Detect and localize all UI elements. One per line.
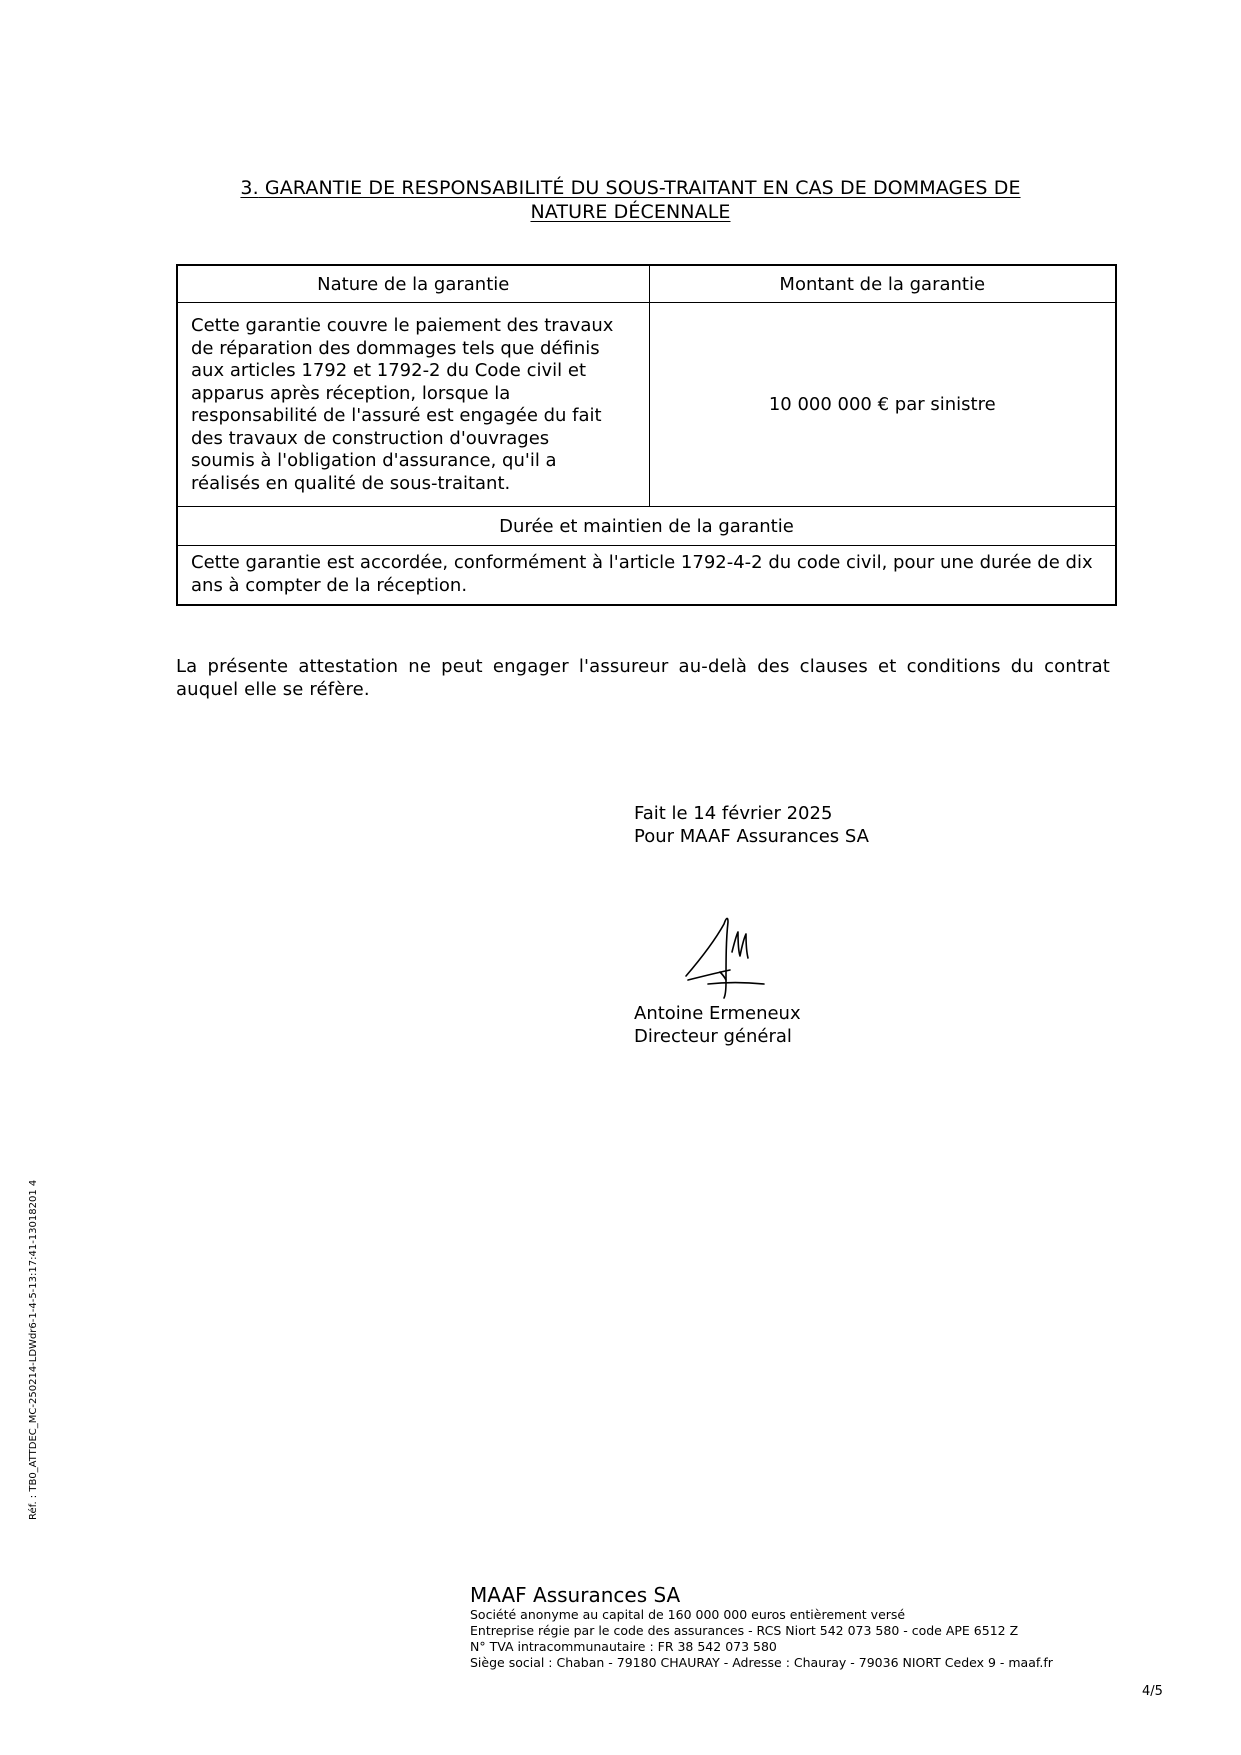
description-line: apparus après réception, lorsque la [191, 382, 511, 404]
guarantee-description [177, 303, 649, 507]
signature-stroke [732, 932, 748, 958]
section-title-text: GARANTIE DE RESPONSABILITÉ DU SOUS-TRAITANT EN CAS DE DOMMAGES DE [258, 177, 1021, 199]
signature-stroke [708, 983, 764, 985]
signature-stroke [720, 972, 726, 980]
description-line: soumis à l'obligation d'assurance, qu'il a [191, 450, 557, 471]
footer-line: Siège social : Chaban - 79180 CHAURAY - Adresse : Chauray - 79036 NIORT Cedex 9 - maaf.fr [470, 1655, 1053, 1670]
description-line: responsabilité de l'assuré est engagée du fait [191, 405, 602, 426]
duration-row [177, 546, 1116, 606]
for-company: Pour MAAF Assurances SA [634, 826, 869, 847]
table-row [177, 303, 1116, 507]
section-title-line-1 [176, 176, 1085, 200]
handwritten-signature [680, 910, 780, 1000]
attestation-note: La présente attestation ne peut engager l'assureur au-delà des clauses et conditions du contrat auquel elle se réfère. [176, 656, 1110, 700]
description-line: des travaux de construction d'ouvrages [191, 427, 550, 449]
footer-line: N° TVA intracommunautaire : FR 38 542 073 580 [470, 1639, 777, 1654]
signer-block [634, 1002, 801, 1048]
signature-stroke [686, 918, 728, 998]
column-header-nature: Nature de la garantie [177, 265, 649, 303]
place-date: Fait le 14 février 2025 [634, 803, 833, 824]
footer-line: Entreprise régie par le code des assurances - RCS Niort 542 073 580 - code APE 6512 Z [470, 1623, 1019, 1638]
section-title-line-2 [176, 200, 1085, 224]
section-title-text-2: NATURE DÉCENNALE [530, 201, 731, 223]
guarantee-table [176, 264, 1117, 606]
footer-line: Société anonyme au capital de 160 000 000 euros entièrement versé [470, 1607, 906, 1622]
signature-date-block [634, 802, 869, 848]
side-reference: Réf. : TB0_ATTDEC_MC-250214-LDWdr6-1-4-5-13:17:41-13018201 4 [28, 1179, 39, 1520]
signer-name: Antoine Ermeneux [634, 1003, 801, 1024]
page-number: 4/5 [1142, 1684, 1163, 1699]
section-number: 3. [240, 177, 259, 199]
footer-company: MAAF Assurances SA [470, 1583, 681, 1607]
footer [470, 1583, 1053, 1671]
description-line: de réparation des dommages tels que définis [191, 337, 600, 359]
duration-text: Cette garantie est accordée, conformément à l'article 1792-4-2 du code civil, pour une durée de dix ans à compter de la réception. [177, 546, 1116, 606]
column-header-amount: Montant de la garantie [649, 265, 1116, 303]
signer-title: Directeur général [634, 1026, 792, 1047]
duration-header-row [177, 507, 1116, 546]
section-title [176, 176, 1085, 224]
table-header-row [177, 265, 1116, 303]
description-line: Cette garantie couvre le paiement des travaux [191, 315, 614, 336]
description-line: réalisés en qualité de sous-traitant. [191, 472, 511, 494]
duration-header: Durée et maintien de la garantie [177, 507, 1116, 546]
description-line: aux articles 1792 et 1792-2 du Code civil et [191, 360, 586, 381]
guarantee-amount: 10 000 000 € par sinistre [649, 303, 1116, 507]
